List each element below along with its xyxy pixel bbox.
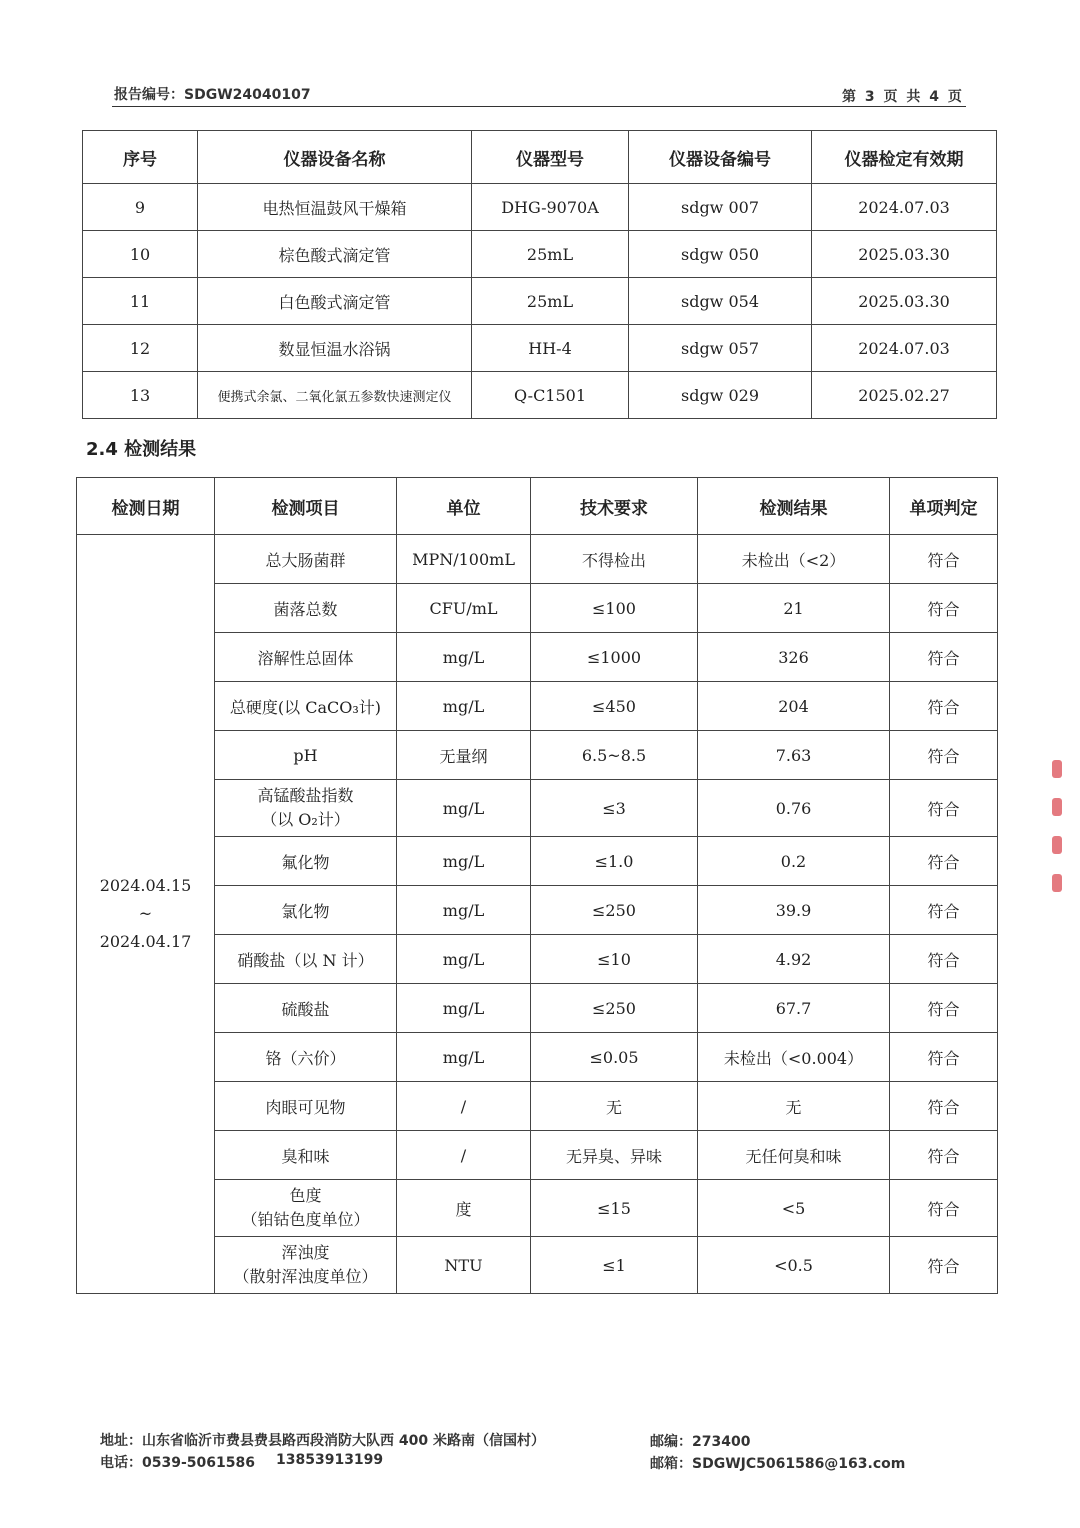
result-verdict: 符合: [890, 1082, 998, 1131]
result-verdict: 符合: [890, 1237, 998, 1294]
result-requirement: ≤250: [531, 984, 698, 1033]
result-verdict: 符合: [890, 780, 998, 837]
stamp-mark: [1052, 836, 1062, 854]
result-value: 39.9: [698, 886, 890, 935]
result-item-line2: （以 O₂计）: [261, 810, 350, 829]
result-item: 氯化物: [215, 886, 397, 935]
result-item: 铬（六价）: [215, 1033, 397, 1082]
equip-valid: 2024.07.03: [812, 325, 997, 372]
date-separator: ~: [138, 904, 153, 923]
result-requirement: ≤10: [531, 935, 698, 984]
result-value: 0.76: [698, 780, 890, 837]
result-item: 肉眼可见物: [215, 1082, 397, 1131]
results-table: [76, 477, 998, 1294]
col-header-requirement: 技术要求: [531, 478, 698, 535]
result-item-line2: （散射浑浊度单位）: [233, 1267, 378, 1286]
result-unit: mg/L: [397, 886, 531, 935]
result-unit: mg/L: [397, 1033, 531, 1082]
equip-code: sdgw 007: [629, 184, 812, 231]
table-row: [77, 1082, 998, 1131]
col-header-model: 仪器型号: [472, 131, 629, 184]
seal-stamp-edge: [1052, 740, 1070, 990]
result-value: 未检出（<2）: [698, 535, 890, 584]
table-row: [83, 184, 997, 231]
result-unit: mg/L: [397, 780, 531, 837]
equip-code: sdgw 054: [629, 278, 812, 325]
equip-model: 25mL: [472, 278, 629, 325]
equip-no: 10: [83, 231, 198, 278]
result-value: 无任何臭和味: [698, 1131, 890, 1180]
result-unit: mg/L: [397, 837, 531, 886]
result-verdict: 符合: [890, 682, 998, 731]
result-verdict: 符合: [890, 1131, 998, 1180]
result-verdict: 符合: [890, 633, 998, 682]
result-verdict: 符合: [890, 886, 998, 935]
table-row: [77, 780, 998, 837]
table-row: [77, 984, 998, 1033]
result-unit: CFU/mL: [397, 584, 531, 633]
col-header-unit: 单位: [397, 478, 531, 535]
col-header-result: 检测结果: [698, 478, 890, 535]
equip-name: 棕色酸式滴定管: [198, 231, 472, 278]
result-verdict: 符合: [890, 935, 998, 984]
equip-name: 便携式余氯、二氧化氯五参数快速测定仪: [198, 372, 472, 419]
result-value: 0.2: [698, 837, 890, 886]
col-header-code: 仪器设备编号: [629, 131, 812, 184]
equip-code: sdgw 057: [629, 325, 812, 372]
result-item: [215, 1237, 397, 1294]
equip-model: DHG-9070A: [472, 184, 629, 231]
result-value: 7.63: [698, 731, 890, 780]
table-row: [83, 231, 997, 278]
result-item: [215, 1180, 397, 1237]
result-item: 氟化物: [215, 837, 397, 886]
result-unit: mg/L: [397, 935, 531, 984]
stamp-mark: [1052, 760, 1062, 778]
result-item-line1: 高锰酸盐指数: [257, 786, 354, 805]
equip-valid: 2025.03.30: [812, 231, 997, 278]
table-row: [77, 837, 998, 886]
result-requirement: ≤450: [531, 682, 698, 731]
result-requirement: 无异臭、异味: [531, 1131, 698, 1180]
result-unit: mg/L: [397, 633, 531, 682]
result-verdict: 符合: [890, 1033, 998, 1082]
result-value: <0.5: [698, 1237, 890, 1294]
result-unit: NTU: [397, 1237, 531, 1294]
result-requirement: ≤1: [531, 1237, 698, 1294]
footer-mobile: 13853913199: [276, 1452, 384, 1468]
result-unit: /: [397, 1082, 531, 1131]
table-row: [83, 325, 997, 372]
result-requirement: 6.5~8.5: [531, 731, 698, 780]
table-row: [77, 1180, 998, 1237]
results-header-row: [77, 478, 998, 535]
result-value: <5: [698, 1180, 890, 1237]
stamp-mark: [1052, 798, 1062, 816]
stamp-mark: [1052, 874, 1062, 892]
result-requirement: ≤100: [531, 584, 698, 633]
result-verdict: 符合: [890, 584, 998, 633]
table-row: [77, 1131, 998, 1180]
result-unit: 度: [397, 1180, 531, 1237]
result-item: pH: [215, 731, 397, 780]
equip-code: sdgw 050: [629, 231, 812, 278]
equipment-header-row: [83, 131, 997, 184]
result-item: 总大肠菌群: [215, 535, 397, 584]
equip-name: 白色酸式滴定管: [198, 278, 472, 325]
result-requirement: ≤0.05: [531, 1033, 698, 1082]
result-verdict: 符合: [890, 535, 998, 584]
equip-valid: 2025.02.27: [812, 372, 997, 419]
result-requirement: 不得检出: [531, 535, 698, 584]
table-row: [77, 682, 998, 731]
result-item: 菌落总数: [215, 584, 397, 633]
result-unit: MPN/100mL: [397, 535, 531, 584]
result-requirement: ≤15: [531, 1180, 698, 1237]
result-requirement: ≤1.0: [531, 837, 698, 886]
result-value: 67.7: [698, 984, 890, 1033]
equip-valid: 2025.03.30: [812, 278, 997, 325]
result-item: 硝酸盐（以 N 计）: [215, 935, 397, 984]
result-item-line1: 色度: [289, 1186, 322, 1205]
table-row: [77, 935, 998, 984]
result-value: 未检出（<0.004）: [698, 1033, 890, 1082]
equip-name: 数显恒温水浴锅: [198, 325, 472, 372]
equipment-table: [82, 130, 997, 419]
equip-name: 电热恒温鼓风干燥箱: [198, 184, 472, 231]
header-rule: [112, 106, 966, 107]
result-unit: 无量纲: [397, 731, 531, 780]
result-verdict: 符合: [890, 984, 998, 1033]
col-header-no: 序号: [83, 131, 198, 184]
table-row: [77, 584, 998, 633]
result-item-line2: （铂钴色度单位）: [241, 1210, 370, 1229]
section-title: 2.4 检测结果: [86, 439, 197, 460]
result-item: 总硬度(以 CaCO₃计): [215, 682, 397, 731]
equip-model: 25mL: [472, 231, 629, 278]
table-row: [77, 535, 998, 584]
result-requirement: ≤1000: [531, 633, 698, 682]
result-value: 无: [698, 1082, 890, 1131]
footer-address: 地址：山东省临沂市费县费县路西段消防大队西 400 米路南（信国村）: [100, 1433, 545, 1449]
result-item-line1: 浑浊度: [281, 1243, 330, 1262]
equip-no: 13: [83, 372, 198, 419]
result-verdict: 符合: [890, 837, 998, 886]
result-verdict: 符合: [890, 1180, 998, 1237]
equip-no: 9: [83, 184, 198, 231]
col-header-valid: 仪器检定有效期: [812, 131, 997, 184]
result-value: 204: [698, 682, 890, 731]
result-value: 4.92: [698, 935, 890, 984]
result-requirement: ≤250: [531, 886, 698, 935]
table-row: [77, 1237, 998, 1294]
result-item: 臭和味: [215, 1131, 397, 1180]
col-header-item: 检测项目: [215, 478, 397, 535]
result-item: 硫酸盐: [215, 984, 397, 1033]
equip-valid: 2024.07.03: [812, 184, 997, 231]
result-unit: mg/L: [397, 682, 531, 731]
footer-phone: 电话：0539-5061586: [100, 1455, 255, 1471]
footer-email: 邮箱：SDGWJC5061586@163.com: [650, 1456, 906, 1472]
result-item: [215, 780, 397, 837]
table-row: [77, 1033, 998, 1082]
result-item: 溶解性总固体: [215, 633, 397, 682]
equip-model: HH-4: [472, 325, 629, 372]
result-requirement: ≤3: [531, 780, 698, 837]
table-row: [77, 633, 998, 682]
col-header-date: 检测日期: [77, 478, 215, 535]
result-value: 21: [698, 584, 890, 633]
table-row: [77, 886, 998, 935]
table-row: [83, 278, 997, 325]
result-unit: mg/L: [397, 984, 531, 1033]
equip-no: 11: [83, 278, 198, 325]
table-row: [83, 372, 997, 419]
result-value: 326: [698, 633, 890, 682]
equip-code: sdgw 029: [629, 372, 812, 419]
result-verdict: 符合: [890, 731, 998, 780]
date-start: 2024.04.15: [99, 876, 192, 895]
equip-no: 12: [83, 325, 198, 372]
col-header-verdict: 单项判定: [890, 478, 998, 535]
report-number: 报告编号：SDGW24040107: [114, 87, 311, 103]
page-indicator: 第 3 页 共 4 页: [842, 89, 964, 105]
result-requirement: 无: [531, 1082, 698, 1131]
equip-model: Q-C1501: [472, 372, 629, 419]
footer-postcode: 邮编：273400: [650, 1434, 751, 1450]
result-unit: /: [397, 1131, 531, 1180]
col-header-name: 仪器设备名称: [198, 131, 472, 184]
date-end: 2024.04.17: [99, 932, 192, 951]
test-date-range: [77, 535, 215, 1294]
table-row: [77, 731, 998, 780]
